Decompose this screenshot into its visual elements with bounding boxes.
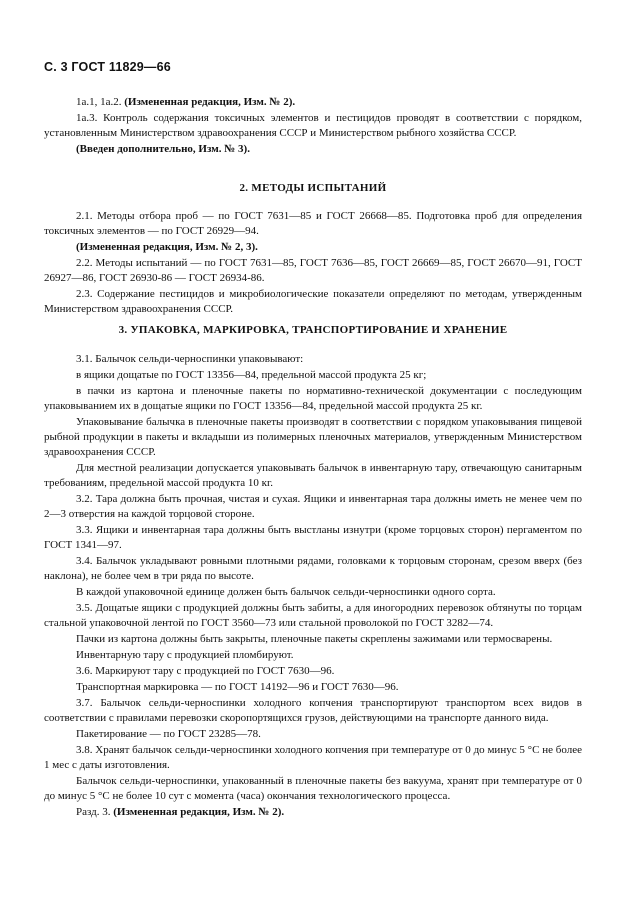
paragraph xyxy=(44,461,582,491)
paragraph xyxy=(44,256,582,286)
intro-block xyxy=(44,95,582,158)
paragraph-text: 3.1. Балычок сельди-черноспинки упаковывают: xyxy=(76,353,304,365)
paragraph xyxy=(44,743,582,773)
paragraph-text: 2.2. Методы испытаний — по ГОСТ 7631—85, ГОСТ 7636—85, ГОСТ 26669—85, ГОСТ 26670—91, ГОСТ 26927—86, ГОСТ 26930-86 — ГОСТ 26934-86. xyxy=(44,257,582,284)
paragraph-text: в ящики дощатые по ГОСТ 13356—84, предельной массой продукта 25 кг; xyxy=(76,369,427,381)
amendment-note: (Измененная редакция, Изм. № 2, 3). xyxy=(76,241,258,253)
paragraph xyxy=(44,648,582,663)
section-2-body xyxy=(44,209,582,318)
paragraph-text: 2.3. Содержание пестицидов и микробиологические показатели определяют по методам, утвержденным Министерством здравоохранения СССР. xyxy=(44,288,582,315)
paragraph-text: Пачки из картона должны быть закрыты, пленочные пакеты скреплены зажимами или термосварены. xyxy=(76,633,553,645)
paragraph-text: 3.7. Балычок сельди-черноспинки холодного копчения транспортируют транспортом всех видов в соответствии с правилами перевозки скоропортящихся грузов, действующими на транспорте данного вида. xyxy=(44,697,582,724)
section-3-body xyxy=(44,352,582,821)
paragraph xyxy=(44,352,582,367)
paragraph-text: В каждой упаковочной единице должен быть балычок сельди-черноспинки одного сорта. xyxy=(76,586,496,598)
paragraph-text: 3.2. Тара должна быть прочная, чистая и сухая. Ящики и инвентарная тара должны иметь не менее чем по 2—3 отверстия на каждой торцовой стороне. xyxy=(44,493,582,520)
amendment-note: (Измененная редакция, Изм. № 2). xyxy=(124,96,296,108)
section-3-title: 3. УПАКОВКА, МАРКИРОВКА, ТРАНСПОРТИРОВАНИЕ И ХРАНЕНИЕ xyxy=(118,324,508,336)
paragraph-text: Инвентарную тару с продукцией пломбируют. xyxy=(76,649,294,661)
paragraph xyxy=(44,415,582,460)
paragraph-text: 3.3. Ящики и инвентарная тара должны быть выстланы изнутри (кроме торцовых сторон) пергаментом по ГОСТ 1341—97. xyxy=(44,524,582,551)
paragraph-text: 3.5. Дощатые ящики с продукцией должны быть забиты, а для иногородних перевозок обтянуты по торцам стальной упаковочной лентой по ГОСТ 3560—73 или стальной проволокой по ГОСТ 3282—74. xyxy=(44,602,582,629)
paragraph-text: Пакетирование — по ГОСТ 23285—78. xyxy=(76,728,261,740)
paragraph-text: 3.4. Балычок укладывают ровными плотными рядами, головками к торцовым сторонам, срезом вверх (без наклона), не более чем в три ряда по высоте. xyxy=(44,555,582,582)
paragraph xyxy=(44,384,582,414)
paragraph-text: Упаковывание балычка в пленочные пакеты производят в соответствии с порядком упаковывания пищевой рыбной продукции в пакеты и вкладыши из полимерных пленочных материалов, утвержденным Министерством здравоохранения СССР. xyxy=(44,416,582,458)
paragraph xyxy=(44,287,582,317)
paragraph xyxy=(44,95,582,110)
paragraph-text: Транспортная маркировка — по ГОСТ 14192—96 и ГОСТ 7630—96. xyxy=(76,681,399,693)
paragraph-text: Разд. 3. xyxy=(76,806,114,818)
paragraph-text: в пачки из картона и пленочные пакеты по нормативно-технической документации с последующим упаковыванием их в дощатые ящики по ГОСТ 13356—84, предельной массой продукта 25 кг. xyxy=(44,385,582,412)
paragraph xyxy=(44,492,582,522)
page-header: С. 3 ГОСТ 11829—66 xyxy=(44,60,171,74)
paragraph xyxy=(44,585,582,600)
paragraph xyxy=(44,368,582,383)
paragraph-text: Балычок сельди-черноспинки, упакованный в пленочные пакеты без вакуума, хранят при температуре от 0 до минус 5 °С не более 10 сут с момента (часа) окончания технологического процесса. xyxy=(44,775,582,802)
paragraph-text: Для местной реализации допускается упаковывать балычок в инвентарную тару, отвечающую санитарным требованиям, предельной массой продукта 10 кг. xyxy=(44,462,582,489)
paragraph xyxy=(44,664,582,679)
paragraph-text: 1а.1, 1а.2. xyxy=(76,96,125,108)
paragraph xyxy=(44,601,582,631)
amendment-note: (Измененная редакция, Изм. № 2). xyxy=(113,806,285,818)
paragraph xyxy=(44,142,582,157)
paragraph xyxy=(44,209,582,239)
paragraph xyxy=(44,774,582,804)
paragraph xyxy=(44,632,582,647)
paragraph xyxy=(44,696,582,726)
paragraph xyxy=(44,111,582,141)
paragraph xyxy=(44,680,582,695)
paragraph xyxy=(44,240,582,255)
section-2-title: 2. МЕТОДЫ ИСПЫТАНИЙ xyxy=(239,182,387,194)
paragraph xyxy=(44,554,582,584)
amendment-note: (Введен дополнительно, Изм. № 3). xyxy=(76,143,250,155)
paragraph xyxy=(44,523,582,553)
paragraph xyxy=(44,805,582,820)
paragraph xyxy=(44,727,582,742)
paragraph-text: 3.8. Хранят балычок сельди-черноспинки холодного копчения при температуре от 0 до минус 5 °С не более 1 мес с даты изготовления. xyxy=(44,744,582,771)
paragraph-text: 2.1. Методы отбора проб — по ГОСТ 7631—85 и ГОСТ 26668—85. Подготовка проб для определения токсичных элементов — по ГОСТ 26929—94. xyxy=(44,210,582,237)
paragraph-text: 3.6. Маркируют тару с продукцией по ГОСТ 7630—96. xyxy=(76,665,335,677)
paragraph-text: 1а.3. Контроль содержания токсичных элементов и пестицидов проводят в соответствии с порядком, установленным Министерством здравоохранения СССР и Министерством рыбного хозяйства СССР. xyxy=(44,112,582,139)
